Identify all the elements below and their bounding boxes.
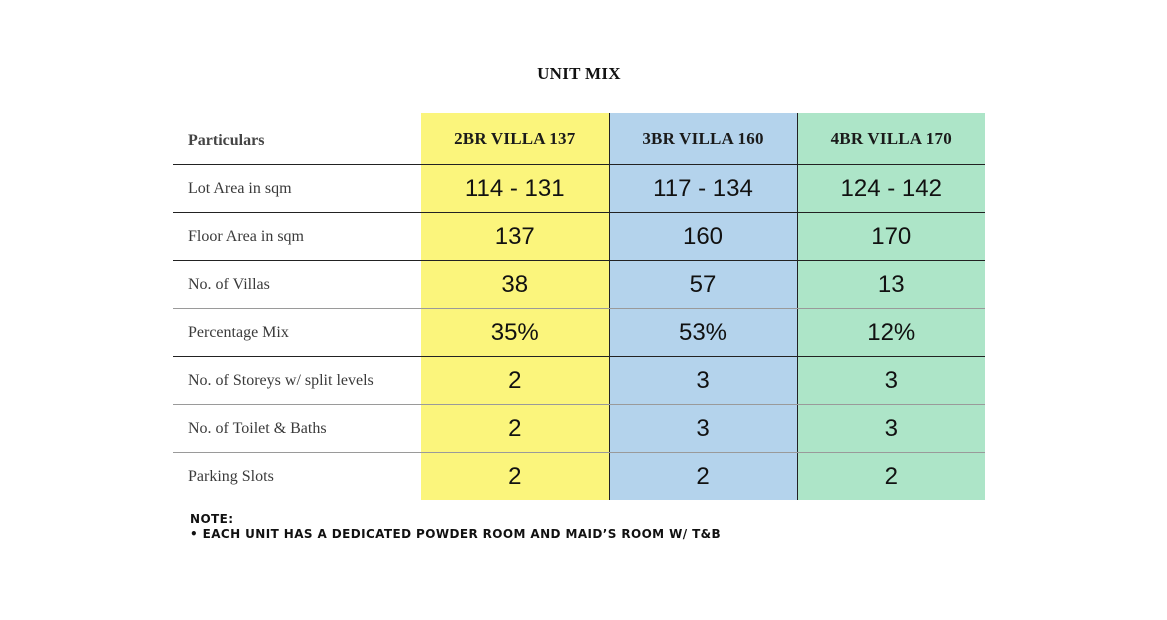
cell-value: 3 (797, 357, 985, 405)
cell-value: 38 (421, 261, 609, 309)
row-label: Lot Area in sqm (173, 165, 421, 213)
cell-value: 160 (609, 213, 797, 261)
header-4br-villa: 4BR VILLA 170 (797, 113, 985, 165)
cell-value: 170 (797, 213, 985, 261)
cell-value: 114 - 131 (421, 165, 609, 213)
table-row (173, 213, 985, 261)
cell-value: 2 (421, 405, 609, 453)
row-label: Parking Slots (188, 467, 274, 485)
table-header-row (173, 113, 985, 165)
cell-value: 3 (609, 357, 797, 405)
cell-value: 117 - 134 (609, 165, 797, 213)
table-row (173, 357, 985, 405)
cell-value: 2 (421, 357, 609, 405)
cell-value: 12% (797, 309, 985, 357)
note-block (190, 512, 721, 542)
header-3br-villa: 3BR VILLA 160 (609, 113, 797, 165)
cell-value: 2 (797, 453, 985, 501)
cell-value: 2 (609, 453, 797, 501)
cell-value: 3 (609, 405, 797, 453)
row-label: No. of Toilet & Baths (173, 405, 421, 453)
cell-value: 137 (421, 213, 609, 261)
table-row (173, 453, 985, 501)
table-row (173, 261, 985, 309)
cell-value: 2 (421, 453, 609, 501)
cell-value: 124 - 142 (797, 165, 985, 213)
cell-value: 35% (421, 309, 609, 357)
table-row (173, 405, 985, 453)
cell-value: 13 (797, 261, 985, 309)
cell-value: 3 (797, 405, 985, 453)
row-label: Percentage Mix (173, 309, 421, 357)
note-heading: NOTE: (190, 512, 234, 526)
table-row (173, 165, 985, 213)
header-2br-villa: 2BR VILLA 137 (421, 113, 609, 165)
row-label: Floor Area in sqm (173, 213, 421, 261)
page-title: UNIT MIX (537, 64, 621, 83)
unit-mix-table (173, 113, 985, 500)
row-label: No. of Villas (173, 261, 421, 309)
cell-value: 57 (609, 261, 797, 309)
table-row (173, 309, 985, 357)
header-particulars: Particulars (173, 113, 421, 165)
note-item: • EACH UNIT HAS A DEDICATED POWDER ROOM AND MAID’S ROOM W/ T&B (190, 527, 722, 541)
cell-value: 53% (609, 309, 797, 357)
row-label: No. of Storeys w/ split levels (173, 357, 421, 405)
